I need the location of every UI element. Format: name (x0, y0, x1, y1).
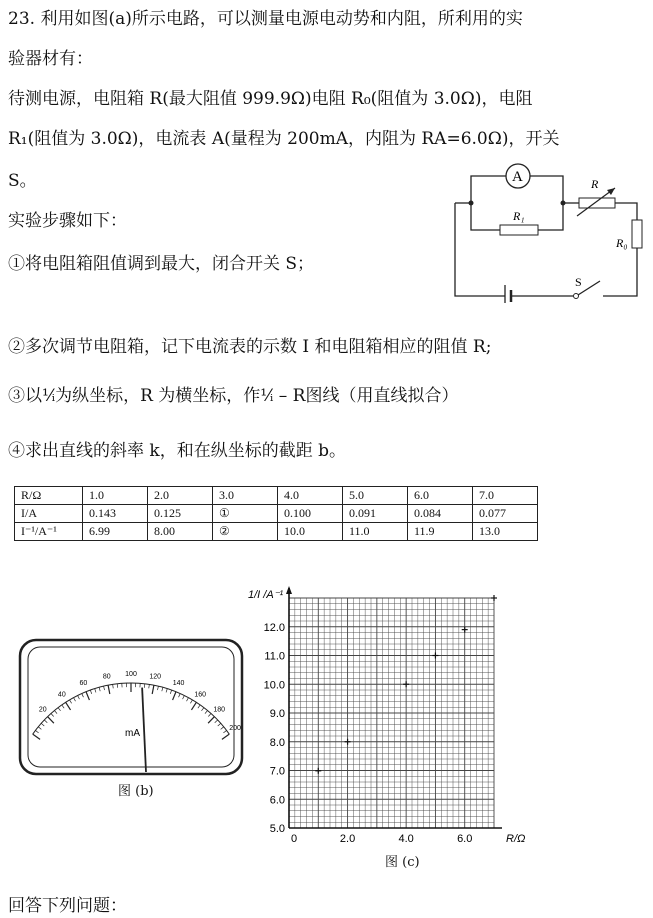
footer-question: 回答下列问题： (8, 896, 127, 916)
table-cell: 6.0 (408, 487, 473, 505)
x-tick-label: 6.0 (457, 833, 473, 845)
graph-x-label: R/Ω (506, 833, 526, 845)
meter-tick-label: 140 (172, 680, 185, 688)
problem-line-1: 23. 利用如图(a)所示电路，可以测量电源电动势和内阻，所利用的实 (8, 9, 523, 29)
graph-origin-label: 0 (291, 833, 298, 845)
table-cell: 8.00 (148, 523, 213, 541)
x-tick-label: 4.0 (398, 833, 414, 845)
table-cell: 0.100 (278, 505, 343, 523)
resistance-box-r (579, 198, 615, 208)
meter-tick-label: 160 (194, 691, 207, 699)
meter-frame (20, 640, 242, 774)
ammeter-label: A (512, 169, 523, 185)
meter-tick-label: 120 (149, 673, 162, 681)
y-tick-label: 7.0 (269, 765, 285, 778)
meter-unit: mA (125, 728, 140, 739)
step-4: ④求出直线的斜率 k，和在纵坐标的截距 b。 (8, 441, 346, 461)
switch-contact (574, 294, 579, 299)
r1-label: R₁ (513, 209, 525, 223)
table-cell: 6.99 (83, 523, 148, 541)
table-cell: 0.084 (408, 505, 473, 523)
table-cell: 7.0 (473, 487, 538, 505)
table-cell: 2.0 (148, 487, 213, 505)
step-2: ②多次调节电阻箱，记下电流表的示数 I 和电阻箱相应的阻值 R; (8, 337, 492, 357)
meter-tick-label: 200 (229, 725, 241, 733)
step-1: ①将电阻箱阻值调到最大，闭合开关 S； (8, 254, 315, 274)
table-cell: 3.0 (213, 487, 278, 505)
graph-caption: 图 (c) (385, 855, 420, 870)
table-row (15, 505, 538, 523)
y-tick-label: 6.0 (269, 794, 285, 807)
graph-y-label: 1/I /A⁻¹ (248, 589, 284, 601)
table-row (15, 523, 538, 541)
table-cell: R/Ω (15, 487, 83, 505)
table-cell: 10.0 (278, 523, 343, 541)
table-cell: I⁻¹/A⁻¹ (15, 523, 83, 541)
switch-label: S (575, 275, 582, 289)
table-cell: 13.0 (473, 523, 538, 541)
meter-tick-label: 40 (57, 691, 66, 699)
graph-x-tick-labels (340, 833, 472, 845)
table-cell: 0.143 (83, 505, 148, 523)
y-tick-label: 9.0 (269, 708, 285, 720)
table-cell: 0.091 (343, 505, 408, 523)
circuit-diagram (445, 158, 650, 303)
table-cell: 11.9 (408, 523, 473, 541)
ammeter-dial (18, 638, 244, 778)
y-tick-label: 12.0 (263, 621, 285, 634)
data-table (14, 486, 538, 541)
y-tick-label: 10.0 (263, 679, 285, 692)
y-tick-label: 8.0 (269, 736, 285, 749)
step-3: ③以¹⁄ᵢ为纵坐标，R 为横坐标，作¹⁄ᵢ – R图线（用直线拟合） (8, 386, 459, 406)
table-row (15, 487, 538, 505)
problem-line-2: 验器材有： (8, 49, 93, 69)
rbox-label: R (591, 177, 599, 191)
meter-tick-label: 180 (213, 706, 226, 714)
graph-y-tick-labels (264, 622, 285, 835)
table-cell: 11.0 (343, 523, 408, 541)
x-tick-label: 2.0 (339, 833, 356, 845)
table-cell: I/A (15, 505, 83, 523)
resistor-r0 (632, 220, 642, 248)
steps-title: 实验步骤如下： (8, 211, 127, 231)
table-cell: 4.0 (278, 487, 343, 505)
graph-c (244, 580, 544, 850)
table-cell: 0.125 (148, 505, 213, 523)
meter-tick-label: 20 (38, 706, 47, 714)
table-cell: ① (213, 505, 278, 523)
table-cell: 5.0 (343, 487, 408, 505)
problem-line-5: S。 (8, 171, 37, 191)
meter-tick-label: 80 (102, 673, 111, 681)
r0-label: R₀ (616, 236, 628, 250)
problem-line-3: 待测电源，电阻箱 R(最大阻值 999.9Ω)电阻 R₀(阻值为 3.0Ω)，电阻 (8, 89, 533, 109)
y-tick-label: 11.0 (264, 650, 285, 663)
meter-tick-label: 60 (79, 680, 88, 688)
table-cell: 0.077 (473, 505, 538, 523)
resistor-r1 (500, 225, 538, 235)
table-cell: ② (213, 523, 278, 541)
meter-caption: 图 (b) (118, 784, 154, 799)
meter-tick-label: 100 (125, 671, 137, 678)
graph-grid (289, 598, 494, 828)
y-axis-arrow (286, 586, 292, 594)
table-cell: 1.0 (83, 487, 148, 505)
problem-line-4: R₁(阻值为 3.0Ω)，电流表 A(量程为 200mA，内阻为 RA=6.0Ω)，开关 (8, 129, 560, 149)
y-tick-label: 5.0 (269, 823, 285, 835)
